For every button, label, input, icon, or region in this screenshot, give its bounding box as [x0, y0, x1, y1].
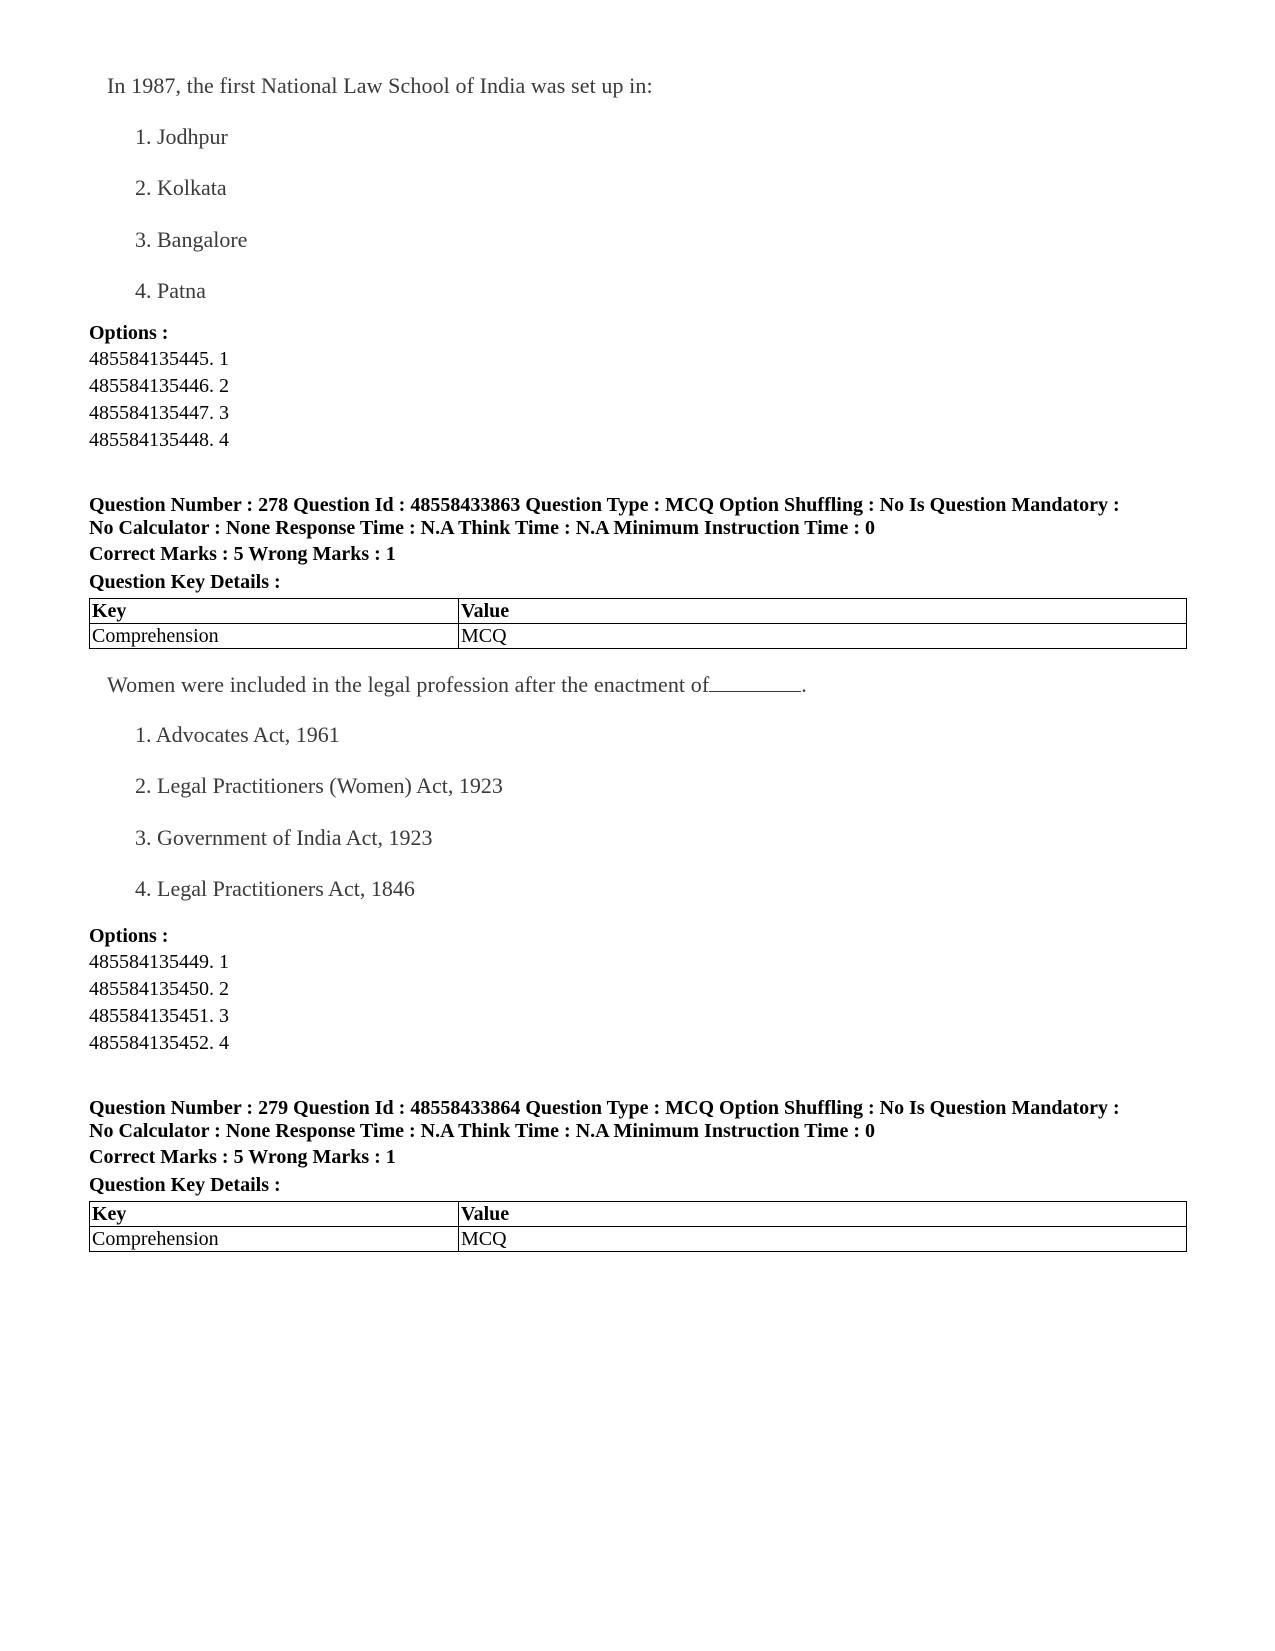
table-cell-key: Comprehension — [90, 624, 459, 649]
option-id: 485584135448. 4 — [89, 429, 229, 451]
option-id: 485584135447. 3 — [89, 402, 229, 424]
marks-line: Correct Marks : 5 Wrong Marks : 1 — [89, 543, 396, 565]
question-text-row — [107, 672, 807, 698]
question-meta-line: No Calculator : None Response Time : N.A Think Time : N.A Minimum Instruction Time : 0 — [89, 1120, 875, 1142]
option-id: 485584135451. 3 — [89, 1005, 229, 1027]
key-details-table — [89, 598, 1187, 649]
question-choice: 1. Jodhpur — [135, 124, 228, 149]
option-id: 485584135446. 2 — [89, 375, 229, 397]
key-details-label: Question Key Details : — [89, 571, 281, 593]
table-cell-value: MCQ — [459, 624, 1187, 649]
question-meta-line: No Calculator : None Response Time : N.A Think Time : N.A Minimum Instruction Time : 0 — [89, 517, 875, 539]
table-cell-value: MCQ — [459, 1227, 1187, 1252]
question-choice: 3. Bangalore — [135, 227, 248, 252]
question-choice: 1. Advocates Act, 1961 — [135, 722, 340, 747]
answer-blank — [709, 673, 801, 692]
question-choice: 4. Legal Practitioners Act, 1846 — [135, 876, 415, 901]
question-choice: 3. Government of India Act, 1923 — [135, 825, 433, 850]
marks-line: Correct Marks : 5 Wrong Marks : 1 — [89, 1146, 396, 1168]
option-id: 485584135449. 1 — [89, 951, 229, 973]
question-choice: 2. Legal Practitioners (Women) Act, 1923 — [135, 773, 503, 798]
key-details-label: Question Key Details : — [89, 1174, 281, 1196]
table-header-value: Value — [459, 599, 1187, 624]
question-text: Women were included in the legal profession after the enactment of — [107, 672, 710, 697]
question-text: In 1987, the first National Law School of India was set up in: — [107, 73, 653, 98]
option-id: 485584135452. 4 — [89, 1032, 229, 1054]
key-details-table — [89, 1201, 1187, 1252]
options-label: Options : — [89, 925, 169, 947]
question-choice: 4. Patna — [135, 278, 206, 303]
question-choice: 2. Kolkata — [135, 175, 227, 200]
table-cell-key: Comprehension — [90, 1227, 459, 1252]
option-id: 485584135450. 2 — [89, 978, 229, 1000]
question-text-end: . — [801, 672, 807, 697]
table-header-value: Value — [459, 1202, 1187, 1227]
table-header-key: Key — [90, 599, 459, 624]
table-header-key: Key — [90, 1202, 459, 1227]
question-meta-line: Question Number : 279 Question Id : 48558433864 Question Type : MCQ Option Shuffling : No Is Question Mandatory : — [89, 1097, 1120, 1119]
option-id: 485584135445. 1 — [89, 348, 229, 370]
options-label: Options : — [89, 322, 169, 344]
question-meta-line: Question Number : 278 Question Id : 48558433863 Question Type : MCQ Option Shuffling : No Is Question Mandatory : — [89, 494, 1120, 516]
